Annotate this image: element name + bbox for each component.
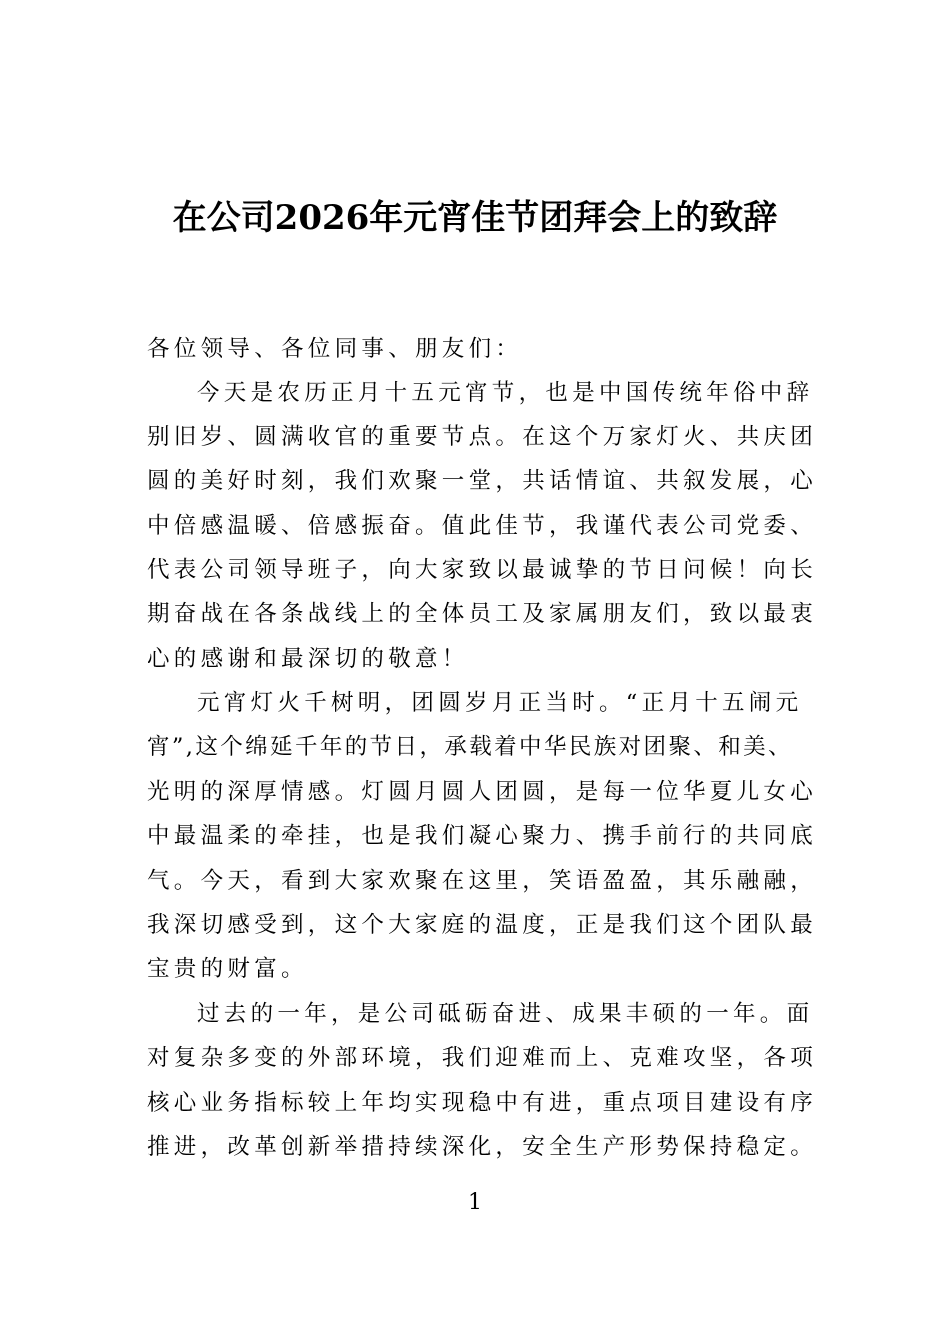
body-line: 期奋战在各条战线上的全体员工及家属朋友们，致以最衷 <box>147 601 818 627</box>
page-number: 1 <box>468 1190 482 1215</box>
document-title: 在公司2026年元宵佳节团拜会上的致辞 <box>172 198 778 238</box>
body-line: 中倍感温暖、倍感振奋。值此佳节，我谨代表公司党委、 <box>147 513 818 539</box>
body-line: 对复杂多变的外部环境，我们迎难而上、克难攻坚，各项 <box>147 1045 818 1071</box>
body-line: 宵”,这个绵延千年的节日，承载着中华民族对团聚、和美、 <box>147 734 793 760</box>
body-line: 光明的深厚情感。灯圆月圆人团圆，是每一位华夏儿女心 <box>147 779 818 805</box>
salutation: 各位领导、各位同事、朋友们： <box>147 336 523 362</box>
body-line: 中最温柔的牵挂，也是我们凝心聚力、携手前行的共同底 <box>147 823 818 849</box>
body-line: 圆的美好时刻，我们欢聚一堂，共话情谊、共叙发展，心 <box>147 468 818 494</box>
body-line: 过去的一年，是公司砥砺奋进、成果丰硕的一年。面 <box>197 1001 814 1027</box>
body-line: 气。今天，看到大家欢聚在这里，笑语盈盈，其乐融融， <box>147 868 818 894</box>
body-line: 核心业务指标较上年均实现稳中有进，重点项目建设有序 <box>147 1090 818 1116</box>
body-line: 宝贵的财富。 <box>147 956 308 982</box>
body-line: 别旧岁、圆满收官的重要节点。在这个万家灯火、共庆团 <box>147 424 818 450</box>
body-line: 我深切感受到，这个大家庭的温度，正是我们这个团队最 <box>147 912 818 938</box>
body-line: 推进，改革创新举措持续深化，安全生产形势保持稳定。 <box>147 1134 818 1160</box>
body-line: 元宵灯火千树明，团圆岁月正当时。“正月十五闹元 <box>197 690 803 716</box>
body-line: 代表公司领导班子，向大家致以最诚挚的节日问候！向长 <box>147 557 818 583</box>
body-line: 今天是农历正月十五元宵节，也是中国传统年俗中辞 <box>197 380 814 406</box>
body-line: 心的感谢和最深切的敬意！ <box>147 646 469 672</box>
